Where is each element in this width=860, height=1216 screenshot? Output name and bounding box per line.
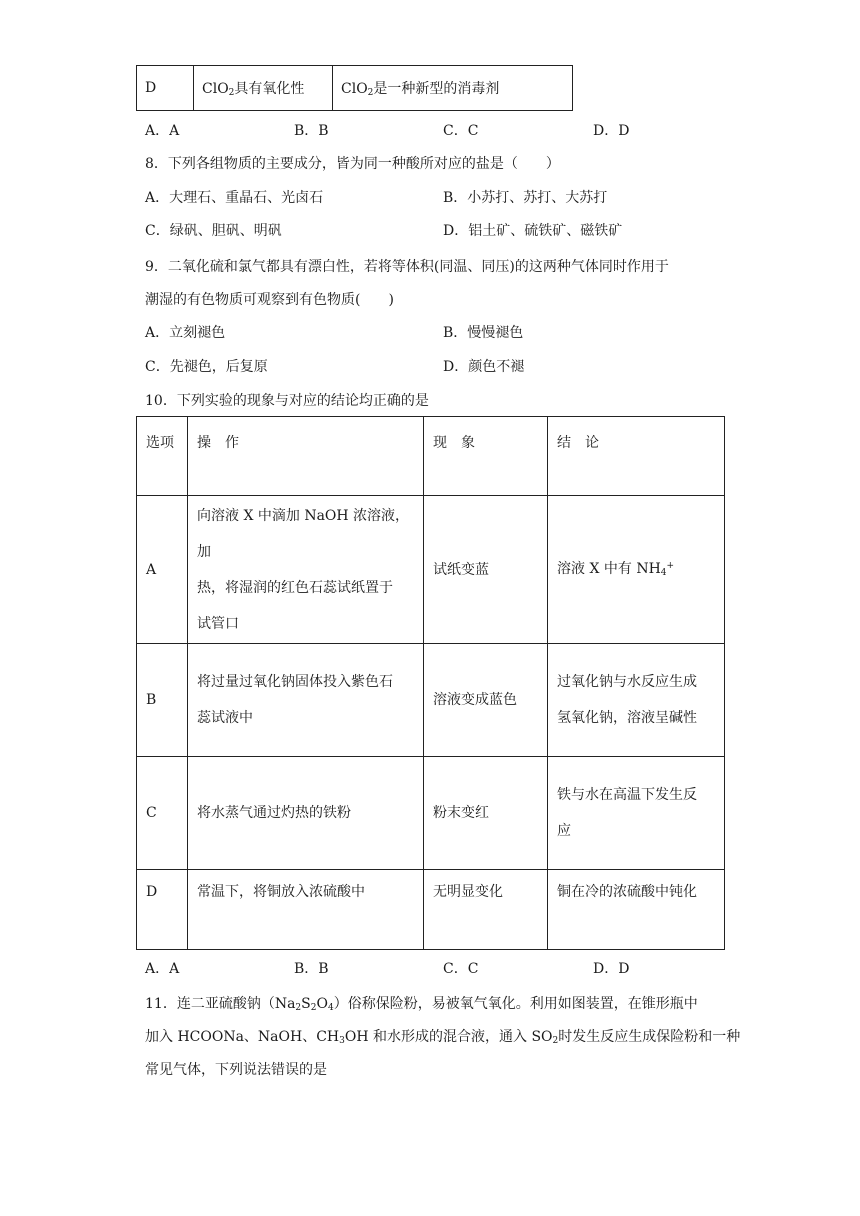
- row-b-phenomenon: 溶液变成蓝色: [424, 644, 548, 757]
- q9-option-c: C．先褪色，后复原: [145, 359, 268, 375]
- operation-line: 将水蒸气通过灼热的铁粉: [197, 805, 351, 821]
- cell-text: ClO$_2$具有氧化性: [202, 81, 305, 98]
- q7-option-a: A．A: [145, 123, 180, 139]
- row-c-operation: [188, 757, 424, 870]
- table-row: [137, 66, 573, 111]
- conclusion-cell: [333, 66, 573, 111]
- table-row: [137, 496, 725, 644]
- q10-option-a: A．A: [145, 961, 180, 977]
- cell-text: ClO$_2$是一种新型的消毒剂: [341, 81, 500, 98]
- q9-stem-line2: 潮湿的有色物质可观察到有色物质( ): [145, 292, 394, 308]
- conclusion-line: 过氧化钠与水反应生成: [557, 674, 697, 690]
- q9-option-d: D．颜色不褪: [443, 359, 525, 375]
- q8-option-a: A．大理石、重晶石、光卤石: [145, 190, 324, 206]
- operation-line: 蕊试液中: [197, 710, 253, 726]
- q11-stem-line1: 11．连二亚硫酸钠$(Na_2S_2O_4)$俗称保险粉，易被氧气氧化。利用如图装置，在锥形瓶中: [145, 996, 698, 1013]
- row-b-operation: [188, 644, 424, 757]
- row-a-conclusion: 溶液 X 中有 $NH_4^+$: [548, 496, 725, 644]
- row-a-phenomenon: 试纸变蓝: [424, 496, 548, 644]
- operation-line: 将过量过氧化钠固体投入紫色石: [197, 674, 393, 690]
- row-b-option: B: [137, 644, 188, 757]
- q7-option-d: D．D: [593, 123, 630, 139]
- table-row: [137, 870, 725, 950]
- experiment-table: [136, 416, 725, 950]
- row-d-option: D: [137, 870, 188, 950]
- row-c-option: C: [137, 757, 188, 870]
- q9-option-a: A．立刻褪色: [145, 325, 226, 341]
- q7-option-b: B．B: [294, 123, 329, 139]
- row-a-operation: [188, 496, 424, 644]
- row-c-conclusion: [548, 757, 725, 870]
- option-cell: [137, 66, 194, 111]
- row-d-operation: 常温下，将铜放入浓硫酸中: [188, 870, 424, 950]
- header-operation: 操 作: [188, 417, 424, 496]
- operation-line: 试管口: [197, 615, 239, 632]
- q11-stem-line3: 常见气体，下列说法错误的是: [145, 1062, 327, 1078]
- operation-line: 向溶液 X 中滴加 NaOH 浓溶液，加: [197, 507, 410, 560]
- q8-option-b: B．小苏打、苏打、大苏打: [443, 190, 608, 206]
- row-d-phenomenon: 无明显变化: [424, 870, 548, 950]
- q9-option-b: B．慢慢褪色: [443, 325, 524, 341]
- q11-stem-line2: 加入 HCOONa、NaOH、$CH_3OH$ 和水形成的混合液，通入 $SO_2$时发生反应生成保险粉和一种: [145, 1029, 741, 1046]
- q10-option-d: D．D: [593, 961, 630, 977]
- option-label: D: [145, 80, 157, 96]
- q9-stem-line1: 9．二氧化硫和氯气都具有漂白性，若将等体积(同温、同压)的这两种气体同时作用于: [145, 259, 669, 275]
- conclusion-line: 应: [557, 823, 571, 839]
- table-header-row: [137, 417, 725, 496]
- header-conclusion: 结 论: [548, 417, 725, 496]
- q10-option-c: C．C: [443, 961, 479, 977]
- header-option: 选项: [137, 417, 188, 496]
- table-row: [137, 644, 725, 757]
- row-c-phenomenon: 粉末变红: [424, 757, 548, 870]
- conclusion-line: 铁与水在高温下发生反: [557, 787, 697, 803]
- row-b-conclusion: [548, 644, 725, 757]
- q10-option-b: B．B: [294, 961, 329, 977]
- q8-option-c: C．绿矾、胆矾、明矾: [145, 223, 282, 239]
- q10-stem: 10．下列实验的现象与对应的结论均正确的是: [145, 393, 429, 409]
- table-row: [137, 757, 725, 870]
- q8-stem: 8．下列各组物质的主要成分，皆为同一种酸所对应的盐是（ ）: [145, 156, 560, 172]
- q7-option-c: C．C: [443, 123, 479, 139]
- row-d-conclusion: 铜在冷的浓硫酸中钝化: [548, 870, 725, 950]
- operation-cell: [194, 66, 333, 111]
- q8-option-d: D．铝土矿、硫铁矿、磁铁矿: [443, 223, 623, 239]
- row-a-option: A: [137, 496, 188, 644]
- conclusion-line: 氢氧化钠，溶液呈碱性: [557, 710, 697, 726]
- previous-question-table: [136, 65, 573, 111]
- header-phenomenon: 现 象: [424, 417, 548, 496]
- operation-line: 热，将湿润的红色石蕊试纸置于: [197, 579, 393, 596]
